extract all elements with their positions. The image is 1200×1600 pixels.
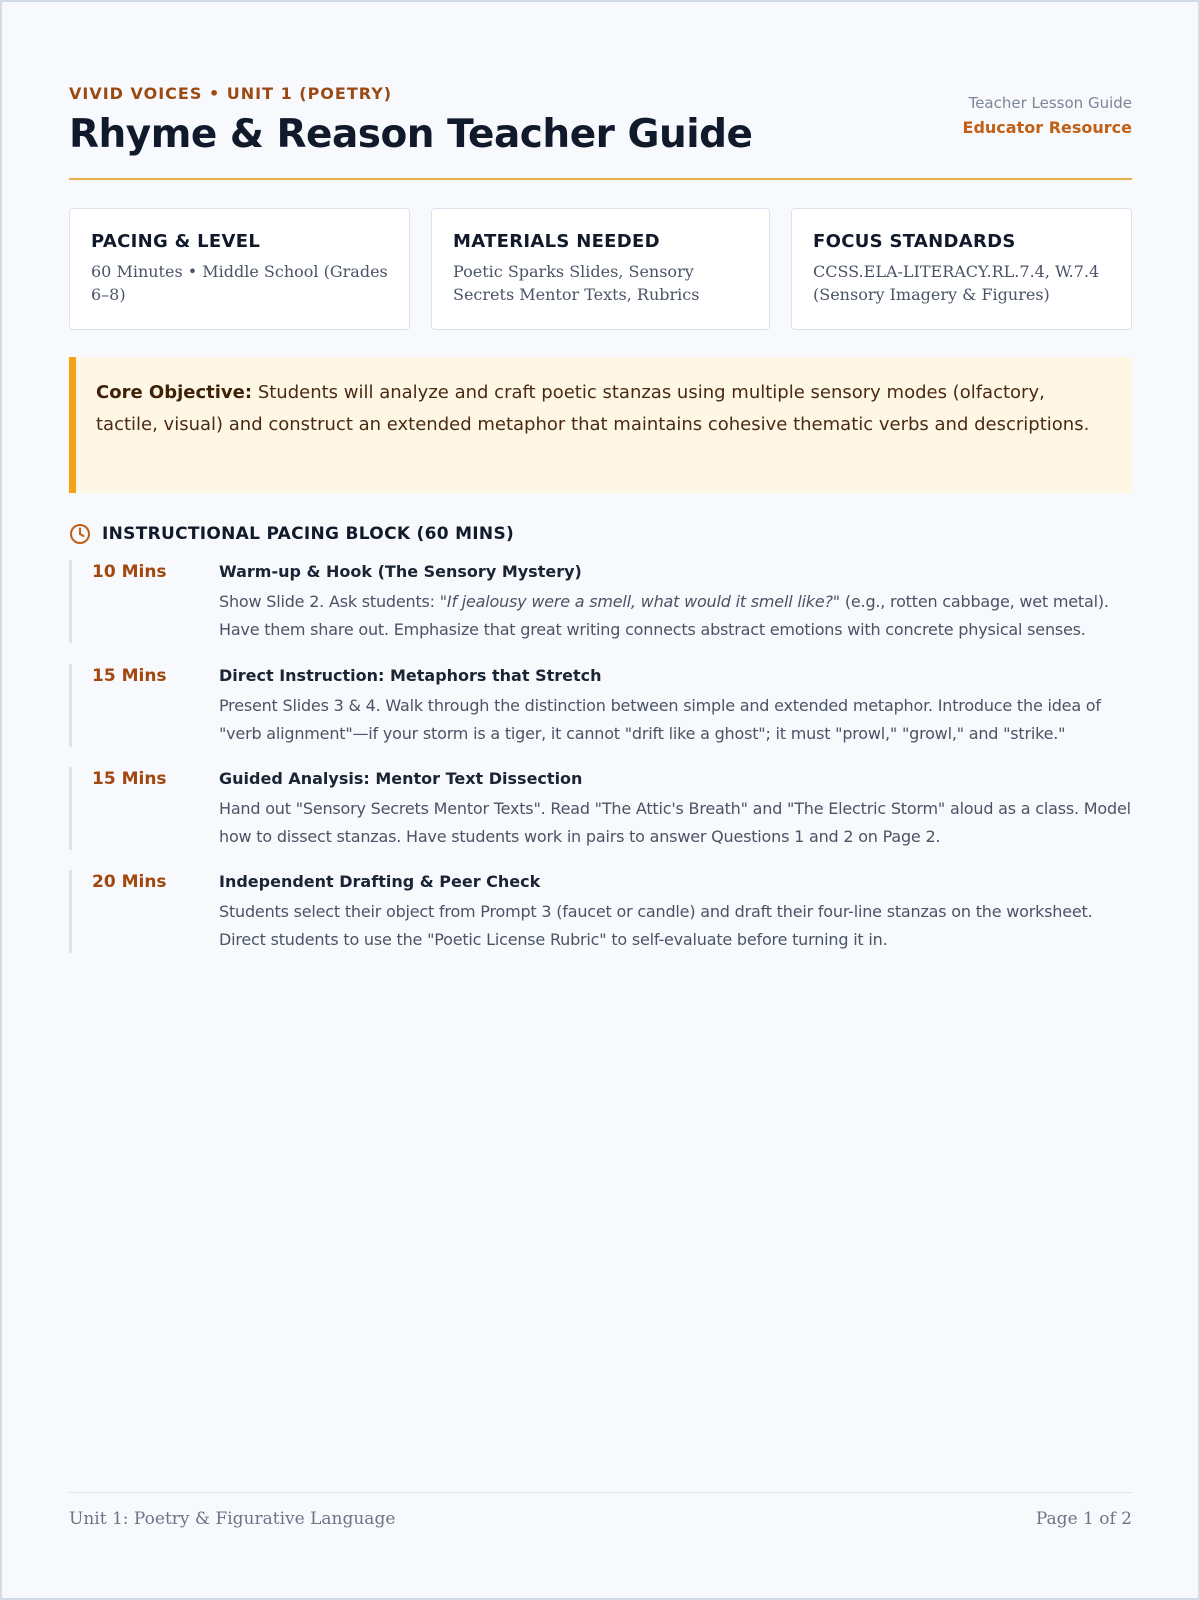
clock-icon (69, 523, 91, 545)
info-cards (69, 208, 1132, 330)
section-title: INSTRUCTIONAL PACING BLOCK (60 MINS) (102, 524, 515, 544)
card-title: PACING & LEVEL (91, 231, 261, 252)
footer-unit-label: Unit 1: Poetry & Figurative Language (69, 1509, 396, 1529)
block-duration: 10 Mins (92, 562, 167, 582)
card-body: 60 Minutes • Middle School (Grades 6–8) (91, 262, 388, 304)
block-title: Independent Drafting & Peer Check (219, 872, 541, 891)
block-description: Students select their object from Prompt 3 (faucet or candle) and draft their four-line stanzas on the worksheet. Direct students to use the "Poetic License Rubric" to self-evaluate before turning it in. (219, 902, 1093, 949)
page-footer (69, 1492, 1132, 1529)
pacing-block (69, 560, 1132, 643)
card-materials-needed (431, 208, 770, 330)
block-description (219, 588, 1137, 644)
card-pacing-level (69, 208, 410, 330)
page-content (69, 0, 1132, 1600)
footer-page-number: Page 1 of 2 (1035, 1509, 1132, 1529)
unit-eyebrow: VIVID VOICES • UNIT 1 (POETRY) (69, 84, 393, 103)
pacing-block (69, 767, 1132, 850)
desc-part: Show Slide 2. Ask students: (219, 592, 440, 611)
block-duration: 15 Mins (92, 666, 167, 686)
block-duration: 20 Mins (92, 872, 167, 892)
pacing-block (69, 664, 1132, 747)
resource-label: Educator Resource (962, 118, 1132, 137)
core-objective-callout (69, 357, 1132, 493)
block-title: Direct Instruction: Metaphors that Stretch (219, 666, 602, 685)
desc-quote: "If jealousy were a smell, what would it smell like?" (439, 592, 840, 611)
block-title: Guided Analysis: Mentor Text Dissection (219, 769, 583, 788)
objective-label: Core Objective: (96, 382, 253, 403)
card-body: Poetic Sparks Slides, Sensory Secrets Mentor Texts, Rubrics (453, 262, 700, 304)
block-description: Present Slides 3 & 4. Walk through the distinction between simple and extended metaphor. Introduce the idea of "verb alignment"—if your storm is a tiger, it cannot "drift like a ghost"; it must "prowl," "growl," and "strike." (219, 696, 1101, 743)
card-title: FOCUS STANDARDS (813, 231, 1016, 252)
card-title: MATERIALS NEEDED (453, 231, 660, 252)
pacing-section-heading (69, 523, 514, 545)
block-description: Hand out "Sensory Secrets Mentor Texts". Read "The Attic's Breath" and "The Electric Storm" aloud as a class. Model how to dissect stanzas. Have students work in pairs to answer Questions 1 and 2 on Page 2. (219, 799, 1131, 846)
pacing-block (69, 870, 1132, 953)
page-header (69, 80, 1132, 180)
block-content (219, 562, 1137, 644)
block-content (219, 769, 1137, 851)
block-content (219, 872, 1137, 954)
page-title: Rhyme & Reason Teacher Guide (69, 112, 753, 157)
block-duration: 15 Mins (92, 769, 167, 789)
card-body: CCSS.ELA-LITERACY.RL.7.4, W.7.4 (Sensory Imagery & Figures) (813, 262, 1100, 304)
block-title: Warm-up & Hook (The Sensory Mystery) (219, 562, 582, 581)
block-content (219, 666, 1137, 748)
desc-part: (e.g., rotten cabbage, wet metal). Have them share out. Emphasize that great writing connects abstract emotions with concrete physical senses. (219, 592, 1109, 639)
card-focus-standards (791, 208, 1132, 330)
objective-text: Students will analyze and craft poetic stanzas using multiple sensory modes (olfactory, tactile, visual) and construct an extended metaphor that maintains cohesive thematic verbs and descriptions. (96, 382, 1090, 435)
guide-type-label: Teacher Lesson Guide (968, 94, 1132, 112)
header-meta (963, 94, 1132, 137)
